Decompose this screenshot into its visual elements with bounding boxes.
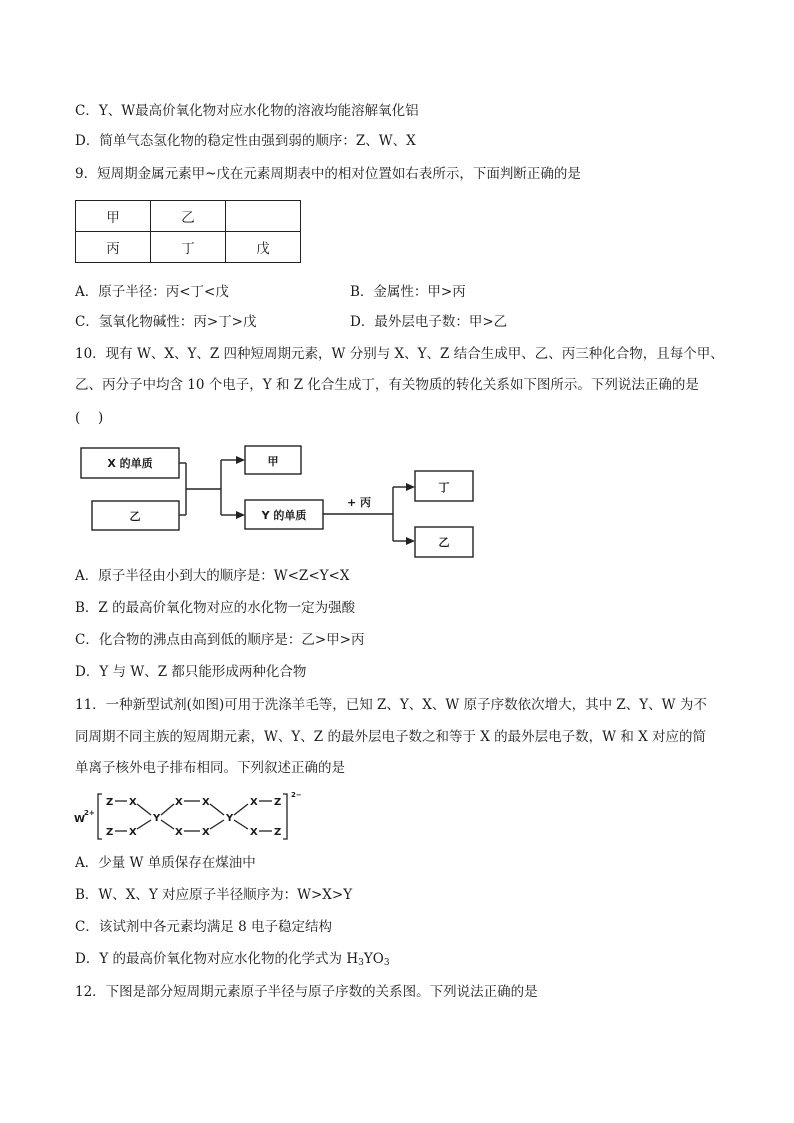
atom-x: X — [129, 797, 137, 808]
atom-x: X — [202, 827, 210, 838]
atom-x: X — [129, 827, 137, 838]
label-plus-bing: + 丙 — [346, 496, 372, 509]
anion-charge: 2− — [291, 791, 302, 799]
question-10-bracket: ( ) — [75, 410, 104, 426]
question-10-line-2: 乙、丙分子中均含 10 个电子，Y 和 Z 化合生成丁，有关物质的转化关系如下图所示。下列说法正确的是 — [75, 377, 699, 393]
q11-option-a: A．少量 W 单质保存在煤油中 — [75, 855, 256, 871]
reagent-structure — [72, 788, 312, 843]
table-cell: 乙 — [151, 201, 226, 232]
atom-x: X — [250, 827, 258, 838]
q11-option-b: B．W、X、Y 对应原子半径顺序为：W>X>Y — [75, 887, 353, 903]
label-jia: 甲 — [267, 455, 279, 468]
q9-option-c: C．氢氧化物碱性：丙>丁>戊 — [75, 314, 257, 330]
atom-z: Z — [274, 797, 282, 808]
atom-x: X — [175, 797, 183, 808]
atom-x: X — [175, 827, 183, 838]
conversion-diagram — [75, 440, 485, 558]
label-yi-2: 乙 — [438, 536, 450, 549]
q11-option-d: D．Y 的最高价氧化物对应水化物的化学式为 $H_3YO_3$ — [75, 951, 390, 968]
question-11-line-3: 单离子核外电子排布相同。下列叙述正确的是 — [75, 760, 345, 776]
table-cell: 甲 — [76, 201, 151, 232]
cation-symbol: W — [74, 814, 86, 825]
q10-option-a: A．原子半径由小到大的顺序是：W<Z<Y<X — [75, 568, 350, 584]
q10-option-d: D．Y 与 W、Z 都只能形成两种化合物 — [75, 664, 307, 680]
label-y-single: Y 的单质 — [261, 509, 307, 522]
option-d-prev: D．简单气态氢化物的稳定性由强到弱的顺序：Z、W、X — [75, 133, 416, 149]
table-cell: 戊 — [226, 232, 301, 263]
question-11-line-2: 同周期不同主族的短周期元素，W、Y、Z 的最外层电子数之和等于 X 的最外层电子数，W 和 X 对应的简 — [75, 729, 707, 745]
atom-x: X — [250, 797, 258, 808]
question-9: 9．短周期金属元素甲~戊在元素周期表中的相对位置如右表所示，下面判断正确的是 — [75, 166, 581, 182]
table-cell — [226, 201, 301, 232]
periodic-position-table — [75, 200, 301, 263]
question-12: 12．下图是部分短周期元素原子半径与原子序数的关系图。下列说法正确的是 — [75, 984, 538, 1000]
atom-y: Y — [153, 813, 161, 824]
question-11-line-1: 11．一种新型试剂(如图)可用于洗涤羊毛等，已知 Z、Y、X、W 原子序数依次增大，其中 Z、Y、W 为不 — [75, 697, 707, 713]
option-c-prev: C．Y、W最高价氧化物对应水化物的溶液均能溶解氧化铝 — [75, 103, 419, 119]
q10-option-b: B．Z 的最高价氧化物对应的水化物一定为强酸 — [75, 600, 356, 616]
atom-z: Z — [106, 797, 114, 808]
q9-option-b: B．金属性：甲>丙 — [350, 284, 466, 300]
question-10-line-1: 10．现有 W、X、Y、Z 四种短周期元素，W 分别与 X、Y、Z 结合生成甲、乙、丙三种化合物，且每个甲、 — [75, 346, 724, 362]
table-cell: 丁 — [151, 232, 226, 263]
q10-option-c: C．化合物的沸点由高到低的顺序是：乙>甲>丙 — [75, 632, 365, 648]
label-ding: 丁 — [438, 481, 450, 494]
q11-option-c: C．该试剂中各元素均满足 8 电子稳定结构 — [75, 919, 333, 935]
label-x-single: X 的单质 — [107, 457, 153, 470]
atom-y: Y — [226, 813, 234, 824]
atom-x: X — [202, 797, 210, 808]
q9-option-a: A．原子半径：丙<丁<戊 — [75, 284, 229, 300]
label-yi: 乙 — [129, 510, 141, 523]
cation-charge: 2+ — [84, 809, 95, 817]
q9-option-d: D．最外层电子数：甲>乙 — [350, 314, 508, 330]
atom-z: Z — [106, 827, 114, 838]
table-cell: 丙 — [76, 232, 151, 263]
atom-z: Z — [274, 827, 282, 838]
